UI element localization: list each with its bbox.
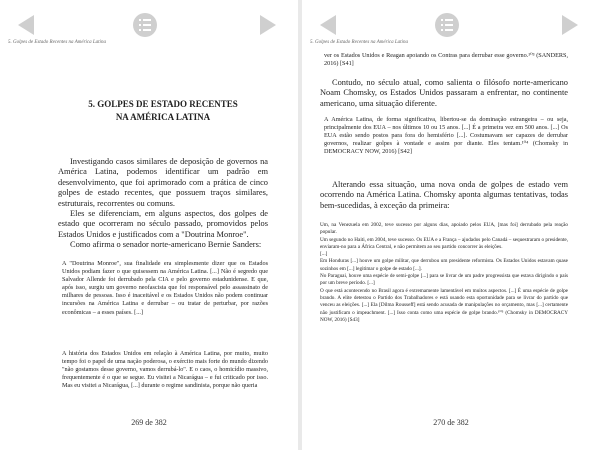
page-number: 270 de 382 <box>433 418 469 427</box>
body-text <box>320 180 568 211</box>
quote-line: O que está acontecendo no Brasil agora é extremamente lamentável em muitos aspectos. [...] É uma espécie de golpe brando. A elite detestou o Partido dos Trabalhadores e está usando esta oportunidade para se livrar do partido que venceu as eleições. [...] Ela [Dilma Rousseff] está sendo acusada de manipulações no orçamento, mas [...] certamente não justificam o impeachment. [...] Isso conta como uma espécie de golpe brando.¹⁰⁵ (Chomsky in DEMOCRACY NOW, 2016) [S43] <box>320 287 568 323</box>
block-quote <box>320 52 568 69</box>
quote-line: [...] <box>320 251 328 258</box>
prev-arrow-icon[interactable] <box>16 14 36 36</box>
left-page <box>0 0 298 450</box>
menu-icon[interactable] <box>132 12 158 38</box>
quote-line: Um segundo no Haiti, em 2004, teve sucesso. Os EUA e a França – ajudados pelo Canadá – sequestraram o presidente, enviaram-no para a África Central, e não permitem ao seu partido concorrer às eleições. <box>320 236 568 250</box>
paragraph: Eles se diferenciam, em alguns aspectos, dos golpes de estado que ocorreram no século passado, promovidos pelos Estados Unidos e justificados com a "Doutrina Monroe". <box>58 209 268 239</box>
menu-icon[interactable] <box>434 12 460 38</box>
block-quote <box>58 260 268 318</box>
page-number: 269 de 382 <box>131 418 167 427</box>
quote-line: Em Honduras [...] houve um golpe militar, que derrubou um presidente reformista. Os Estados Unidos estavam quase sozinhos em [...] legitimar o golpe de estado [...]. <box>320 258 568 272</box>
reader-toolbar <box>302 10 600 40</box>
body-text <box>58 157 268 251</box>
running-head: 5. Golpes de Estado Recentes na América Latina <box>8 40 106 45</box>
chapter-title-line1: 5. GOLPES DE ESTADO RECENTES <box>88 99 238 109</box>
paragraph: Como afirma o senador norte-americano Bernie Sanders: <box>70 240 262 250</box>
block-quote <box>58 350 268 391</box>
block-quote <box>320 116 568 157</box>
chapter-title-line2: NA AMÉRICA LATINA <box>115 112 211 122</box>
quote-line: No Paraguai, houve uma espécie de semi-golpe [...] para se livrar de um padre progressista que estava dirigindo o país por um breve período. [...] <box>320 273 568 287</box>
right-page <box>302 0 600 450</box>
body-text <box>320 78 568 109</box>
paragraph: Contudo, no século atual, como salienta o filósofo norte-americano Noam Chomsky, os Estados Unidos passaram a enfrentar, no continente americano, uma situação diferente. <box>320 78 568 108</box>
chapter-heading <box>58 98 268 124</box>
quote-line: Um, na Venezuela em 2002, teve sucesso por alguns dias, apoiado pelos EUA, [mas foi] derrubado pela reação popular. <box>320 222 568 236</box>
quote-text: ver os Estados Unidos e Reagan apoiando os Contras para derrubar esse governo.¹⁰³ (SANDERS, 2016) [S41] <box>324 52 568 68</box>
paragraph: Investigando casos similares de deposição de governos na América Latina, podemos identificar um padrão em desenvolvimento, que foi aprimorado com a prática de cinco golpes de estado recentes, que possuem traços similares, estruturais, recorrentes ou comuns. <box>58 157 268 208</box>
quote-text: A América Latina, de forma significativa, libertou-se da dominação estrangeira – ou seja, principalmente dos EUA – nos últimos 10 ou 15 anos. [...] É a primeira vez em 500 anos. [...] Os EUA estão sendo postos para fora do hemisfério [...]. Costumavam ser capazes de derrubar governos, realizar golpes à vontade e assim por diante. Eles tentam.¹⁰⁴ (Chomsky in DEMOCRACY NOW, 2016) [S42] <box>324 116 568 156</box>
block-quote <box>320 222 568 324</box>
reader-toolbar <box>0 10 298 40</box>
quote-text: A história dos Estados Unidos em relação à América Latina, por muito, muito tempo foi o papel de uma nação poderosa, o exército mais forte do mundo dizendo "não gostamos desse governo, vamos derrubá-lo". E o caos, o homicídio massivo, frequentemente é o que se segue. Eu visitei a Nicarágua – e fui criticado por isso. Mas eu visitei a Nicarágua, [...] durante o regime sandinista, porque não queria <box>62 350 268 390</box>
quote-text: A "Doutrina Monroe", sua finalidade era simplesmente dizer que os Estados Unidos podiam fazer o que quisessem na América Latina. [...] Não é segredo que Salvador Allende foi derrubado pela CIA e pelo governo estadunidense. E que, após isso, surgiu um governo neofascista que foi responsável pelo assassinato de milhares de pessoas. Isso é inaceitável e os Estados Unidos não podem continuar incursões na América Latina e derrubar – ou tratar de perturbar, por razões econômicas – a esses países. [...] <box>62 260 268 316</box>
prev-arrow-icon[interactable] <box>318 14 338 36</box>
running-head: 5. Golpes de Estado Recentes na América Latina <box>310 40 408 45</box>
paragraph: Alterando essa situação, uma nova onda de golpes de estado vem ocorrendo na América Latina. Chomsky aponta algumas tentativas, todas bem-sucedidas, à exceção da primeira: <box>320 180 568 210</box>
next-arrow-icon[interactable] <box>258 14 278 36</box>
next-arrow-icon[interactable] <box>560 14 580 36</box>
